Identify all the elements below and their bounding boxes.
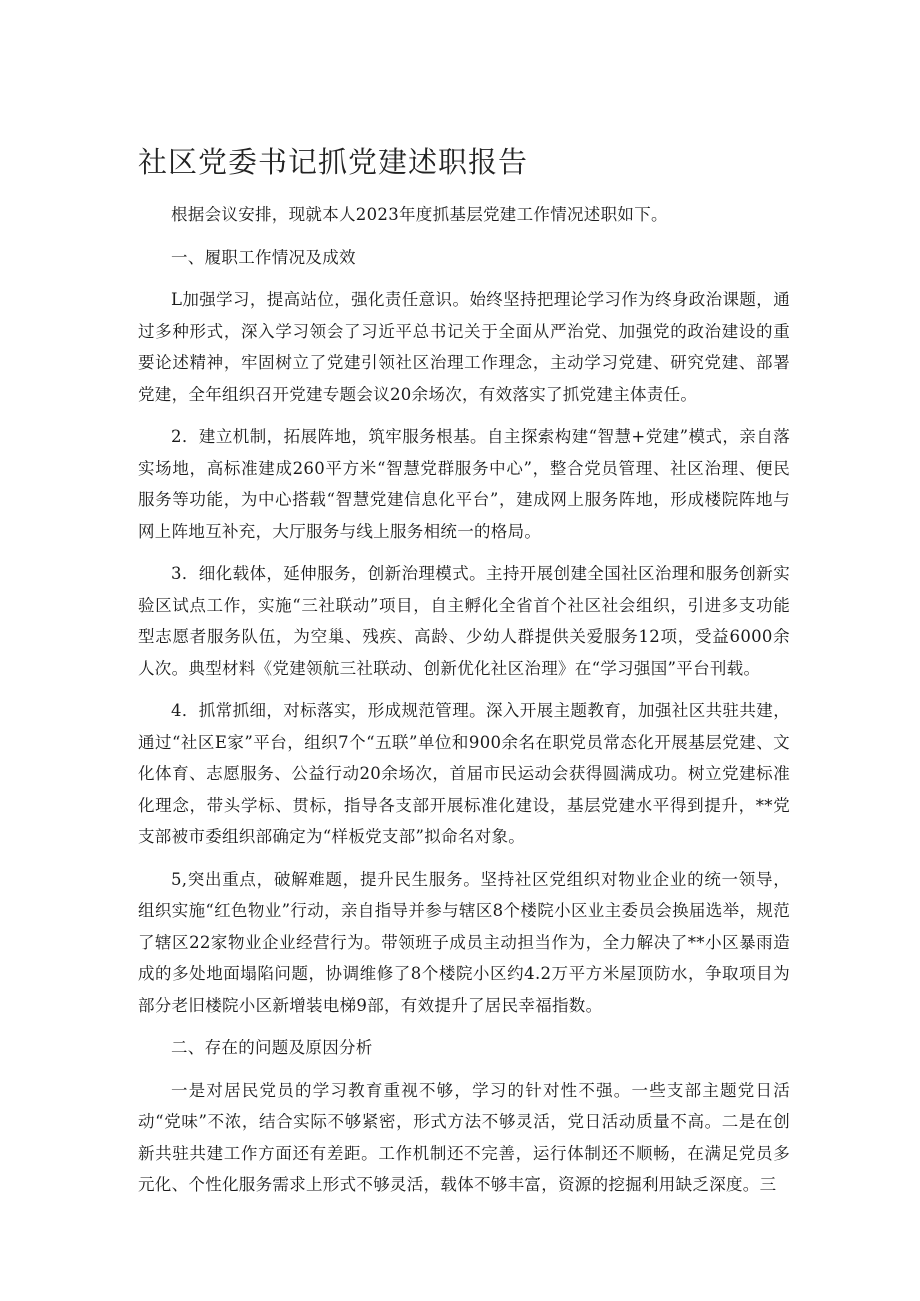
item-3-paragraph: 3．细化载体，延伸服务，创新治理模式。主持开展创建全国社区治理和服务创新实验区试点工作，实施“三社联动”项目，自主孵化全省首个社区社会组织，引进多支功能型志愿者服务队伍，为空巢、残疾、高龄、少幼人群提供关爱服务12项，受益6000余人次。典型材料《党建领航三社联动、创新优化社区治理》在“学习强国”平台刊载。 xyxy=(138,564,790,678)
intro-paragraph: 根据会议安排，现就本人2023年度抓基层党建工作情况述职如下。 xyxy=(171,205,668,224)
item-4-paragraph: 4．抓常抓细，对标落实，形成规范管理。深入开展主题教育，加强社区共驻共建，通过“社区E家”平台，组织7个“五联”单位和900余名在职党员常态化开展基层党建、文化体育、志愿服务、公益行动20余场次，首届市民运动会获得圆满成功。树立党建标准化理念，带头学标、贯标，指导各支部开展标准化建设，基层党建水平得到提升，**党支部被市委组织部确定为“样板党支部”拟命名对象。 xyxy=(138,701,790,846)
item-2-paragraph: 2．建立机制，拓展阵地，筑牢服务根基。自主探索构建“智慧+党建”模式，亲自落实场地，高标准建成260平方米“智慧党群服务中心”，整合党员管理、社区治理、便民服务等功能，为中心搭载“智慧党建信息化平台”，建成网上服务阵地，形成楼院阵地与网上阵地互补充，大厅服务与线上服务相统一的格局。 xyxy=(138,427,790,541)
item-5-paragraph: 5,突出重点，破解难题，提升民生服务。坚持社区党组织对物业企业的统一领导，组织实施“红色物业”行动，亲自指导并参与辖区8个楼院小区业主委员会换届选举，规范了辖区22家物业企业经营行为。带领班子成员主动担当作为，全力解决了**小区暴雨造成的多处地面塌陷问题，协调维修了8个楼院小区约4.2万平方米屋顶防水，争取项目为部分老旧楼院小区新增装电梯9部，有效提升了居民幸福指数。 xyxy=(138,869,790,1015)
item-1-paragraph: L加强学习，提高站位，强化责任意识。始终坚持把理论学习作为终身政治课题，通过多种形式，深入学习领会了习近平总书记关于全面从严治党、加强党的政治建设的重要论述精神，牢固树立了党建引领社区治理工作理念，主动学习党建、研究党建、部署党建，全年组织召开党建专题会议20余场次，有效落实了抓党建主体责任。 xyxy=(138,290,790,404)
section-2-paragraph: 一是对居民党员的学习教育重视不够，学习的针对性不强。一些支部主题党日活动“党味”不浓，结合实际不够紧密，形式方法不够灵活，党日活动质量不高。二是在创新共驻共建工作方面还有差距。工作机制还不完善，运行体制还不顺畅，在满足党员多元化、个性化服务需求上形式不够灵活，载体不够丰富，资源的挖掘利用缺乏深度。三 xyxy=(138,1080,790,1194)
section-1-heading: 一、履职工作情况及成效 xyxy=(171,247,356,267)
document-title: 社区党委书记抓党建述职报告 xyxy=(138,145,529,179)
section-2-heading: 二、存在的问题及原因分析 xyxy=(171,1038,373,1057)
document-body xyxy=(138,199,790,1201)
